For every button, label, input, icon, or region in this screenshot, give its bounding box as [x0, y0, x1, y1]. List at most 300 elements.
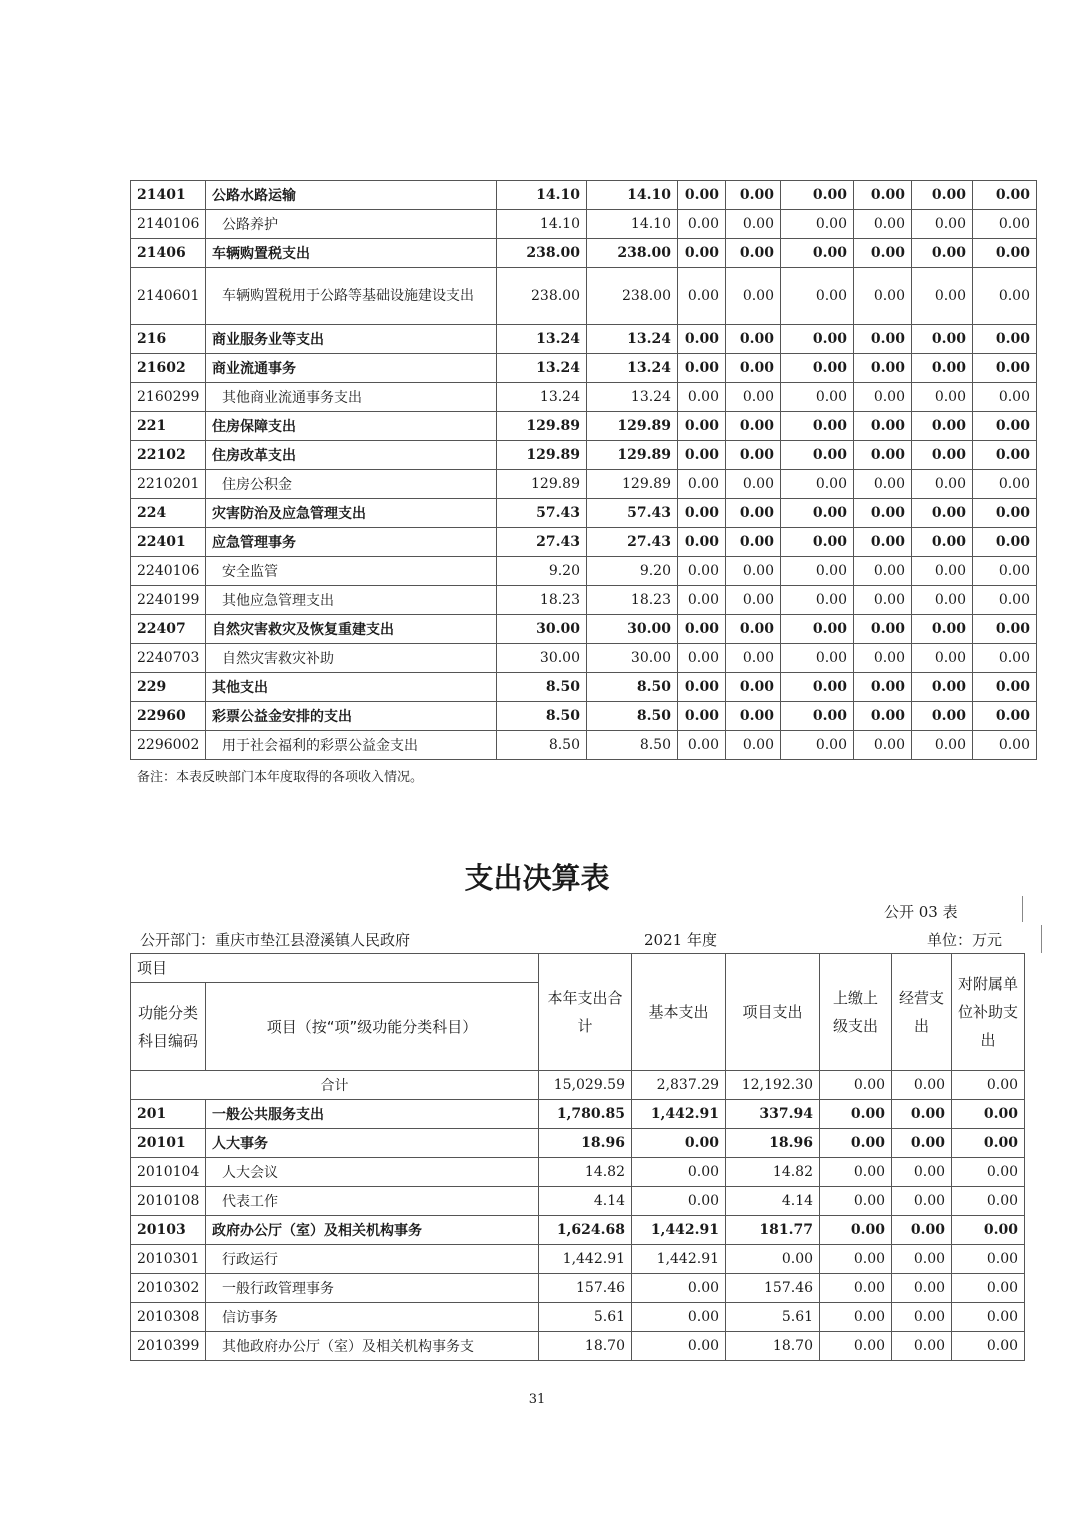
value-cell: 0.00	[892, 1158, 952, 1187]
value-cell: 0.00	[820, 1245, 892, 1274]
value-cell: 30.00	[587, 644, 678, 673]
value-cell: 0.00	[912, 325, 973, 354]
value-cell: 0.00	[632, 1303, 726, 1332]
value-cell: 27.43	[497, 528, 587, 557]
name-cell: 住房公积金	[206, 470, 497, 499]
value-cell: 0.00	[726, 470, 781, 499]
name-cell: 住房保障支出	[206, 412, 497, 441]
value-cell: 238.00	[497, 268, 587, 325]
value-cell: 30.00	[497, 644, 587, 673]
value-cell: 0.00	[781, 557, 854, 586]
code-cell: 2240199	[131, 586, 206, 615]
value-cell: 0.00	[973, 181, 1037, 210]
table-row	[131, 210, 1037, 239]
value-cell: 0.00	[726, 702, 781, 731]
name-cell: 安全监管	[206, 557, 497, 586]
value-cell: 0.00	[726, 673, 781, 702]
value-cell: 0.00	[781, 673, 854, 702]
value-cell: 0.00	[973, 586, 1037, 615]
code-cell: 2296002	[131, 731, 206, 760]
table-row	[131, 557, 1037, 586]
value-cell: 0.00	[892, 1187, 952, 1216]
value-cell: 129.89	[497, 441, 587, 470]
code-cell: 21406	[131, 239, 206, 268]
name-cell: 一般公共服务支出	[206, 1100, 539, 1129]
value-cell: 0.00	[952, 1245, 1025, 1274]
value-cell: 0.00	[912, 383, 973, 412]
value-cell: 0.00	[912, 499, 973, 528]
name-cell: 车辆购置税用于公路等基础设施建设支出	[206, 268, 497, 325]
code-cell: 20103	[131, 1216, 206, 1245]
code-cell: 2240106	[131, 557, 206, 586]
value-cell: 238.00	[587, 268, 678, 325]
value-cell: 0.00	[854, 586, 912, 615]
value-cell: 0.00	[912, 586, 973, 615]
value-cell: 0.00	[678, 528, 726, 557]
header-name: 项目（按“项”级功能分类科目）	[206, 983, 539, 1071]
value-cell: 0.00	[781, 441, 854, 470]
value-cell: 238.00	[497, 239, 587, 268]
value-cell: 157.46	[726, 1274, 820, 1303]
value-cell: 13.24	[587, 383, 678, 412]
value-cell: 0.00	[678, 268, 726, 325]
value-cell: 0.00	[820, 1129, 892, 1158]
value-cell: 0.00	[854, 557, 912, 586]
header-code: 功能分类科目编码	[131, 983, 206, 1071]
value-cell: 5.61	[726, 1303, 820, 1332]
name-cell: 其他政府办公厅（室）及相关机构事务支	[206, 1332, 539, 1361]
value-cell: 14.82	[726, 1158, 820, 1187]
value-cell: 0.00	[952, 1216, 1025, 1245]
name-cell: 商业服务业等支出	[206, 325, 497, 354]
value-cell: 0.00	[854, 528, 912, 557]
value-cell: 0.00	[678, 557, 726, 586]
code-cell: 21602	[131, 354, 206, 383]
table-row	[131, 1332, 1025, 1361]
code-cell: 229	[131, 673, 206, 702]
table-row	[131, 268, 1037, 325]
value-cell: 0.00	[678, 470, 726, 499]
name-cell: 彩票公益金安排的支出	[206, 702, 497, 731]
value-cell: 129.89	[497, 412, 587, 441]
value-cell: 181.77	[726, 1216, 820, 1245]
name-cell: 自然灾害救灾补助	[206, 644, 497, 673]
code-cell: 201	[131, 1100, 206, 1129]
value-cell: 0.00	[973, 673, 1037, 702]
value-cell: 0.00	[854, 412, 912, 441]
value-cell: 129.89	[587, 412, 678, 441]
value-cell: 0.00	[726, 1245, 820, 1274]
page-title: 支出决算表	[464, 861, 610, 895]
value-cell: 0.00	[912, 470, 973, 499]
value-cell: 0.00	[632, 1129, 726, 1158]
table-row	[131, 615, 1037, 644]
value-cell: 0.00	[973, 615, 1037, 644]
name-cell: 其他应急管理支出	[206, 586, 497, 615]
name-cell: 商业流通事务	[206, 354, 497, 383]
value-cell: 14.10	[497, 210, 587, 239]
value-cell: 0.00	[678, 731, 726, 760]
value-cell: 0.00	[912, 557, 973, 586]
value-cell: 0.00	[973, 354, 1037, 383]
value-cell: 0.00	[854, 325, 912, 354]
value-cell: 8.50	[497, 673, 587, 702]
value-cell: 0.00	[912, 673, 973, 702]
value-cell: 1,624.68	[539, 1216, 632, 1245]
name-cell: 自然灾害救灾及恢复重建支出	[206, 615, 497, 644]
value-cell: 0.00	[726, 181, 781, 210]
value-cell: 0.00	[912, 644, 973, 673]
value-cell: 13.24	[497, 325, 587, 354]
value-cell: 57.43	[587, 499, 678, 528]
value-cell: 0.00	[854, 470, 912, 499]
table-row	[131, 1129, 1025, 1158]
value-cell: 0.00	[820, 1216, 892, 1245]
value-cell: 0.00	[678, 499, 726, 528]
value-cell: 0.00	[854, 383, 912, 412]
table-note: 备注：本表反映部门本年度取得的各项收入情况。	[137, 770, 424, 785]
table-row	[131, 1216, 1025, 1245]
value-cell: 0.00	[781, 644, 854, 673]
value-cell: 0.00	[726, 412, 781, 441]
value-cell: 8.50	[587, 673, 678, 702]
header-basic: 基本支出	[632, 954, 726, 1071]
name-cell: 车辆购置税支出	[206, 239, 497, 268]
value-cell: 0.00	[726, 557, 781, 586]
value-cell: 57.43	[497, 499, 587, 528]
value-cell: 0.00	[892, 1100, 952, 1129]
name-cell: 信访事务	[206, 1303, 539, 1332]
table-row	[131, 239, 1037, 268]
value-cell: 4.14	[726, 1187, 820, 1216]
value-cell: 0.00	[678, 239, 726, 268]
table-row	[131, 354, 1037, 383]
value-cell: 0.00	[973, 702, 1037, 731]
value-cell: 0.00	[952, 1303, 1025, 1332]
value-cell: 0.00	[781, 615, 854, 644]
value-cell: 0.00	[973, 644, 1037, 673]
table-row	[131, 644, 1037, 673]
name-cell: 公路养护	[206, 210, 497, 239]
value-cell: 0.00	[912, 615, 973, 644]
value-cell: 0.00	[973, 731, 1037, 760]
header-upper: 上缴上级支出	[820, 954, 892, 1071]
table-row	[131, 1187, 1025, 1216]
value-cell: 0.00	[973, 412, 1037, 441]
department-label: 公开部门：重庆市垫江县澄溪镇人民政府	[140, 931, 411, 949]
value-cell: 0.00	[781, 731, 854, 760]
value-cell: 0.00	[820, 1274, 892, 1303]
value-cell: 129.89	[587, 441, 678, 470]
value-cell: 0.00	[781, 528, 854, 557]
header-total: 本年支出合计	[539, 954, 632, 1071]
value-cell: 8.50	[587, 731, 678, 760]
name-cell: 代表工作	[206, 1187, 539, 1216]
value-cell: 0.00	[912, 702, 973, 731]
value-cell: 0.00	[781, 586, 854, 615]
value-cell: 0.00	[854, 354, 912, 383]
value-cell: 337.94	[726, 1100, 820, 1129]
divider	[1041, 925, 1042, 953]
value-cell: 0.00	[892, 1245, 952, 1274]
value-cell: 0.00	[952, 1187, 1025, 1216]
value-cell: 0.00	[892, 1332, 952, 1361]
value-cell: 0.00	[781, 181, 854, 210]
total-label: 合计	[131, 1071, 539, 1100]
name-cell: 一般行政管理事务	[206, 1274, 539, 1303]
table-row	[131, 673, 1037, 702]
code-cell: 22102	[131, 441, 206, 470]
value-cell: 0.00	[632, 1187, 726, 1216]
value-cell: 0.00	[952, 1158, 1025, 1187]
name-cell: 人大事务	[206, 1129, 539, 1158]
divider	[1022, 896, 1023, 922]
table-row	[131, 1245, 1025, 1274]
code-cell: 20101	[131, 1129, 206, 1158]
value-cell: 0.00	[678, 702, 726, 731]
value-cell: 0.00	[726, 499, 781, 528]
value-cell: 0.00	[892, 1274, 952, 1303]
fiscal-year: 2021 年度	[644, 931, 717, 949]
value-cell: 0.00	[854, 268, 912, 325]
value-cell: 0.00	[726, 528, 781, 557]
value-cell: 0.00	[678, 441, 726, 470]
value-cell: 0.00	[952, 1274, 1025, 1303]
header-subsidy: 对附属单位补助支出	[952, 954, 1025, 1071]
value-cell: 1,442.91	[632, 1216, 726, 1245]
value-cell: 8.50	[497, 702, 587, 731]
form-number: 公开 03 表	[884, 903, 958, 921]
value-cell: 0.00	[973, 557, 1037, 586]
value-cell: 0.00	[952, 1332, 1025, 1361]
value-cell: 0.00	[781, 470, 854, 499]
name-cell: 其他支出	[206, 673, 497, 702]
value-cell: 0.00	[854, 615, 912, 644]
value-cell: 0.00	[973, 383, 1037, 412]
value-cell: 14.10	[587, 181, 678, 210]
value-cell: 0.00	[912, 210, 973, 239]
income-table-continued	[130, 180, 1037, 760]
table-row	[131, 499, 1037, 528]
table-row	[131, 731, 1037, 760]
value-cell: 13.24	[497, 354, 587, 383]
expenditure-table	[130, 953, 1025, 1361]
code-cell: 2010399	[131, 1332, 206, 1361]
value-cell: 8.50	[587, 702, 678, 731]
value-cell: 0.00	[952, 1100, 1025, 1129]
value-cell: 0.00	[892, 1303, 952, 1332]
name-cell: 人大会议	[206, 1158, 539, 1187]
value-cell: 0.00	[952, 1129, 1025, 1158]
value-cell: 0.00	[632, 1332, 726, 1361]
header-business: 经营支出	[892, 954, 952, 1071]
value-cell: 1,780.85	[539, 1100, 632, 1129]
table-row	[131, 1274, 1025, 1303]
value-cell: 30.00	[497, 615, 587, 644]
code-cell: 221	[131, 412, 206, 441]
value-cell: 0.00	[678, 210, 726, 239]
value-cell: 13.24	[497, 383, 587, 412]
value-cell: 0.00	[973, 528, 1037, 557]
value-cell: 0.00	[854, 644, 912, 673]
total-cell: 0.00	[952, 1071, 1025, 1100]
value-cell: 0.00	[912, 528, 973, 557]
value-cell: 0.00	[726, 325, 781, 354]
name-cell: 灾害防治及应急管理支出	[206, 499, 497, 528]
value-cell: 0.00	[726, 210, 781, 239]
code-cell: 22407	[131, 615, 206, 644]
value-cell: 0.00	[854, 210, 912, 239]
value-cell: 0.00	[726, 383, 781, 412]
value-cell: 0.00	[678, 325, 726, 354]
value-cell: 0.00	[781, 412, 854, 441]
value-cell: 0.00	[854, 441, 912, 470]
value-cell: 0.00	[892, 1129, 952, 1158]
value-cell: 0.00	[781, 499, 854, 528]
value-cell: 0.00	[973, 499, 1037, 528]
code-cell: 2010302	[131, 1274, 206, 1303]
value-cell: 0.00	[820, 1100, 892, 1129]
value-cell: 1,442.91	[539, 1245, 632, 1274]
value-cell: 129.89	[587, 470, 678, 499]
code-cell: 22960	[131, 702, 206, 731]
table-row	[131, 441, 1037, 470]
value-cell: 0.00	[726, 239, 781, 268]
value-cell: 0.00	[912, 731, 973, 760]
value-cell: 157.46	[539, 1274, 632, 1303]
name-cell: 政府办公厅（室）及相关机构事务	[206, 1216, 539, 1245]
name-cell: 公路水路运输	[206, 181, 497, 210]
value-cell: 18.96	[539, 1129, 632, 1158]
value-cell: 9.20	[497, 557, 587, 586]
total-row	[131, 1071, 1025, 1100]
value-cell: 238.00	[587, 239, 678, 268]
value-cell: 18.23	[587, 586, 678, 615]
value-cell: 14.10	[587, 210, 678, 239]
value-cell: 0.00	[973, 441, 1037, 470]
value-cell: 0.00	[854, 239, 912, 268]
total-cell: 0.00	[820, 1071, 892, 1100]
value-cell: 0.00	[912, 181, 973, 210]
code-cell: 22401	[131, 528, 206, 557]
value-cell: 0.00	[678, 354, 726, 383]
value-cell: 0.00	[726, 644, 781, 673]
code-cell: 2010301	[131, 1245, 206, 1274]
value-cell: 0.00	[678, 412, 726, 441]
value-cell: 0.00	[912, 354, 973, 383]
value-cell: 30.00	[587, 615, 678, 644]
value-cell: 0.00	[892, 1216, 952, 1245]
value-cell: 0.00	[973, 268, 1037, 325]
value-cell: 0.00	[820, 1332, 892, 1361]
code-cell: 224	[131, 499, 206, 528]
value-cell: 0.00	[854, 181, 912, 210]
table-row	[131, 470, 1037, 499]
page-number: 31	[528, 1392, 546, 1407]
code-cell: 2010308	[131, 1303, 206, 1332]
value-cell: 0.00	[726, 586, 781, 615]
value-cell: 0.00	[854, 731, 912, 760]
value-cell: 0.00	[820, 1303, 892, 1332]
table-row	[131, 1158, 1025, 1187]
value-cell: 18.70	[539, 1332, 632, 1361]
table-row	[131, 181, 1037, 210]
table-row	[131, 702, 1037, 731]
value-cell: 1,442.91	[632, 1245, 726, 1274]
value-cell: 0.00	[678, 181, 726, 210]
value-cell: 0.00	[632, 1158, 726, 1187]
header-item: 项目	[131, 954, 539, 983]
name-cell: 应急管理事务	[206, 528, 497, 557]
unit-label: 单位：万元	[927, 931, 1003, 949]
name-cell: 行政运行	[206, 1245, 539, 1274]
table-row	[131, 1303, 1025, 1332]
value-cell: 0.00	[912, 412, 973, 441]
value-cell: 0.00	[781, 383, 854, 412]
value-cell: 0.00	[912, 268, 973, 325]
value-cell: 0.00	[820, 1187, 892, 1216]
value-cell: 0.00	[781, 702, 854, 731]
value-cell: 0.00	[973, 239, 1037, 268]
name-cell: 住房改革支出	[206, 441, 497, 470]
table-row	[131, 528, 1037, 557]
value-cell: 8.50	[497, 731, 587, 760]
value-cell: 0.00	[678, 615, 726, 644]
code-cell: 2240703	[131, 644, 206, 673]
value-cell: 0.00	[912, 441, 973, 470]
value-cell: 0.00	[854, 702, 912, 731]
value-cell: 18.23	[497, 586, 587, 615]
value-cell: 13.24	[587, 354, 678, 383]
value-cell: 1,442.91	[632, 1100, 726, 1129]
total-cell: 15,029.59	[539, 1071, 632, 1100]
value-cell: 4.14	[539, 1187, 632, 1216]
code-cell: 2010108	[131, 1187, 206, 1216]
value-cell: 14.82	[539, 1158, 632, 1187]
table-row	[131, 412, 1037, 441]
value-cell: 0.00	[678, 644, 726, 673]
value-cell: 0.00	[854, 673, 912, 702]
header-project: 项目支出	[726, 954, 820, 1071]
value-cell: 0.00	[678, 673, 726, 702]
value-cell: 0.00	[726, 731, 781, 760]
value-cell: 14.10	[497, 181, 587, 210]
name-cell: 用于社会福利的彩票公益金支出	[206, 731, 497, 760]
value-cell: 27.43	[587, 528, 678, 557]
table-row	[131, 1100, 1025, 1129]
value-cell: 0.00	[678, 383, 726, 412]
total-cell: 12,192.30	[726, 1071, 820, 1100]
code-cell: 2210201	[131, 470, 206, 499]
value-cell: 0.00	[973, 325, 1037, 354]
value-cell: 9.20	[587, 557, 678, 586]
value-cell: 0.00	[973, 470, 1037, 499]
table-row	[131, 383, 1037, 412]
total-cell: 2,837.29	[632, 1071, 726, 1100]
value-cell: 0.00	[781, 268, 854, 325]
value-cell: 0.00	[632, 1274, 726, 1303]
code-cell: 21401	[131, 181, 206, 210]
value-cell: 0.00	[912, 239, 973, 268]
value-cell: 0.00	[726, 615, 781, 644]
value-cell: 18.70	[726, 1332, 820, 1361]
value-cell: 0.00	[781, 325, 854, 354]
value-cell: 0.00	[820, 1158, 892, 1187]
value-cell: 0.00	[781, 239, 854, 268]
table-row	[131, 325, 1037, 354]
value-cell: 0.00	[678, 586, 726, 615]
value-cell: 5.61	[539, 1303, 632, 1332]
